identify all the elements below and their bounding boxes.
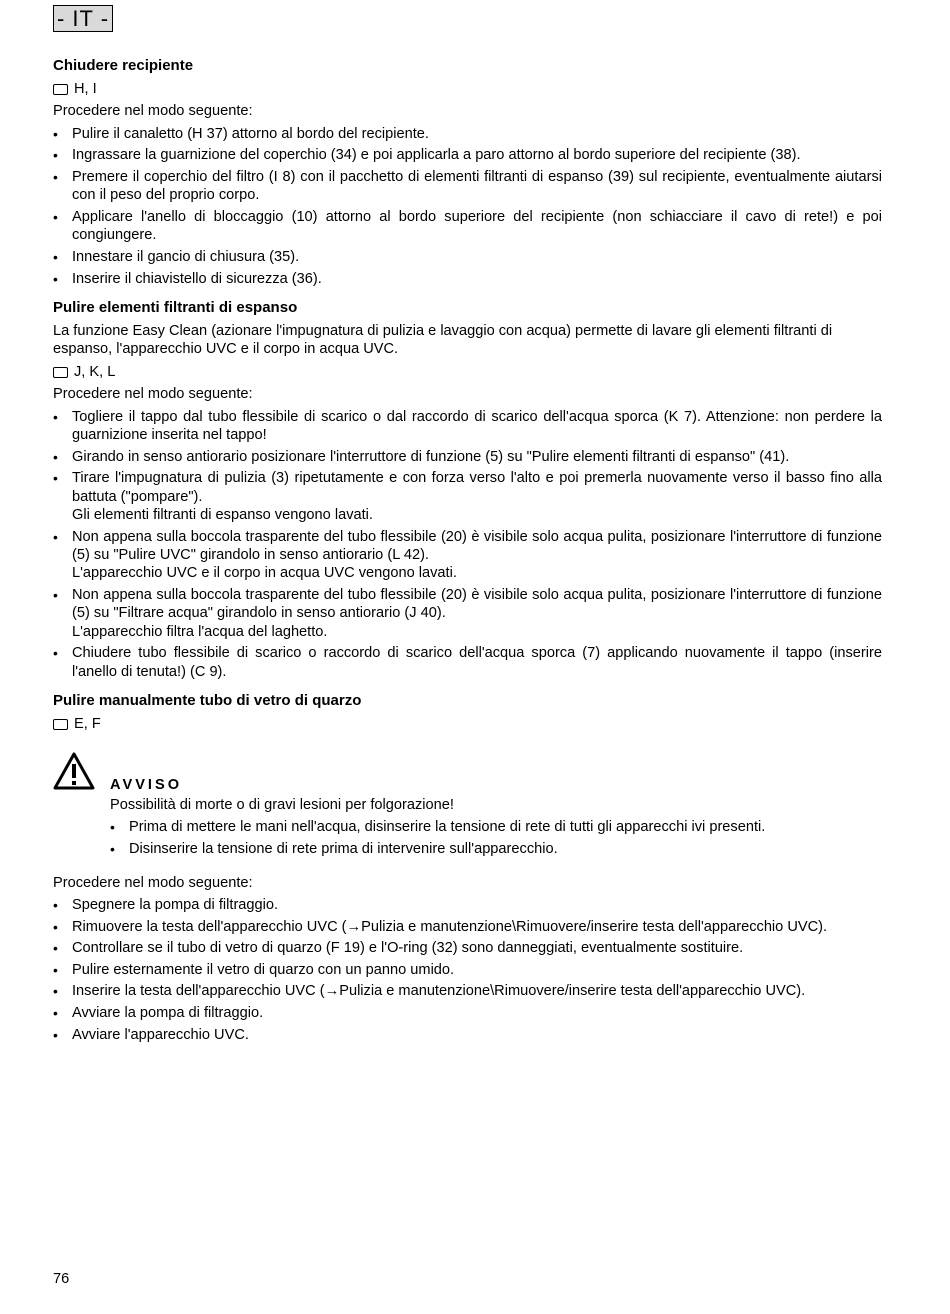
step-item: • Pulire il canaletto (H 37) attorno al bordo del recipiente. (53, 125, 882, 143)
step-item (53, 408, 882, 445)
page-content (53, 56, 882, 1050)
step-text: Non appena sulla boccola trasparente del tubo flessibile (20) è visibile solo acqua pulita, posizionare l'interruttore di funzione (5) su "Pulire UVC" girandolo in senso antiorario (L 42). (72, 528, 882, 564)
page-number: 76 (53, 1271, 70, 1287)
step-item (53, 469, 882, 524)
step-result: L'apparecchio UVC e il corpo in acqua UVC vengono lavati. (72, 565, 457, 582)
step-item (53, 448, 882, 466)
warning-title: AVVISO (110, 776, 183, 793)
step-item: • Controllare se il tubo di vetro di quarzo (F 19) e l'O-ring (32) sono danneggiati, eventualmente sostituire. (53, 939, 882, 957)
step-item: • Avviare la pompa di filtraggio. (53, 1004, 882, 1022)
step-item (53, 586, 882, 641)
step-item: • Inserire il chiavistello di sicurezza (36). (53, 270, 882, 288)
step-item: • Premere il coperchio del filtro (I 8) con il pacchetto di elementi filtranti di espanso (39) sul recipiente, eventualmente aiutarsi con il peso del proprio corpo. (53, 168, 882, 205)
warning-body (110, 776, 882, 865)
procedure-intro: Procedere nel modo seguente: (53, 874, 253, 891)
step-text: Togliere il tappo dal tubo flessibile di scarico o dal raccordo di scarico dell'acqua sporca (K 7). Attenzione: non perdere la guarnizione inserita nel tappo! (72, 408, 882, 444)
section-title-clean-foam: Pulire elementi filtranti di espanso (53, 299, 298, 316)
step-text: Non appena sulla boccola trasparente del tubo flessibile (20) è visibile solo acqua pulita, posizionare l'interruttore di funzione (5) su "Filtrare acqua" girandolo in senso antiorario (J 40). (72, 587, 882, 622)
section-description: La funzione Easy Clean (azionare l'impugnatura di pulizia e lavaggio con acqua) permette di lavare gli elementi filtranti di espanso, l'apparecchio UVC e il corpo in acqua UVC. (53, 323, 833, 358)
book-icon (53, 719, 68, 730)
step-item: • Avviare l'apparecchio UVC. (53, 1026, 882, 1044)
step-result: Gli elementi filtranti di espanso vengono lavati. (72, 507, 373, 524)
step-list (53, 125, 882, 288)
step-text: Girando in senso antiorario posizionare l'interruttore di funzione (5) su "Pulire elementi filtranti di espanso" (41). (72, 448, 790, 465)
step-list (53, 896, 882, 1044)
warning-item: • Prima di mettere le mani nell'acqua, disinserire la tensione di rete di tutti gli apparecchi ivi presenti. (110, 818, 882, 836)
figure-reference (53, 715, 882, 733)
step-result: L'apparecchio filtra l'acqua del laghetto. (72, 623, 328, 640)
language-badge: - IT - (53, 5, 113, 32)
step-text: Chiudere tubo flessibile di scarico o raccordo di scarico dell'acqua sporca (7) applicando nuovamente il tappo (inserire l'anello di tenuta!) (C 9). (72, 645, 882, 680)
step-item: • Spegnere la pompa di filtraggio. (53, 896, 882, 914)
figure-reference (53, 80, 882, 98)
warning-block (53, 752, 882, 874)
procedure-intro: Procedere nel modo seguente: (53, 386, 253, 403)
step-list (53, 408, 882, 682)
warning-message: Possibilità di morte o di gravi lesioni per folgorazione! (110, 797, 454, 814)
step-item (53, 528, 882, 583)
step-item (53, 644, 882, 681)
book-icon (53, 84, 68, 95)
section-title-clean-quartz: Pulire manualmente tubo di vetro di quarzo (53, 692, 362, 710)
warning-item: • Disinserire la tensione di rete prima di intervenire sull'apparecchio. (110, 840, 882, 858)
figure-reference-label: J, K, L (74, 363, 116, 380)
step-item: • Applicare l'anello di bloccaggio (10) attorno al bordo superiore del recipiente (non schiacciare il cavo di rete!) e poi congiungere. (53, 208, 882, 245)
figure-reference-label: E, F (74, 716, 101, 733)
figure-reference-label: H, I (74, 81, 97, 97)
step-item: • Pulire esternamente il vetro di quarzo con un panno umido. (53, 961, 882, 979)
step-item: • Rimuovere la testa dell'apparecchio UVC (→Pulizia e manutenzione\Rimuovere/inserire testa dell'apparecchio UVC). (53, 918, 882, 936)
procedure-intro: Procedere nel modo seguente: (53, 103, 253, 120)
step-item: • Inserire la testa dell'apparecchio UVC (→Pulizia e manutenzione\Rimuovere/inserire testa dell'apparecchio UVC). (53, 982, 882, 1000)
warning-triangle-icon (53, 752, 95, 790)
warning-list (110, 818, 882, 858)
step-item: • Innestare il gancio di chiusura (35). (53, 248, 882, 266)
step-item: • Ingrassare la guarnizione del coperchio (34) e poi applicarla a paro attorno al bordo superiore del recipiente (38). (53, 146, 882, 164)
book-icon (53, 367, 68, 378)
step-text: Tirare l'impugnatura di pulizia (3) ripetutamente e con forza verso l'alto e poi premerla nuovamente verso il basso fino alla battuta ("pompare"). (72, 470, 882, 505)
figure-reference (53, 363, 882, 381)
section-title-close-container: Chiudere recipiente (53, 57, 194, 74)
